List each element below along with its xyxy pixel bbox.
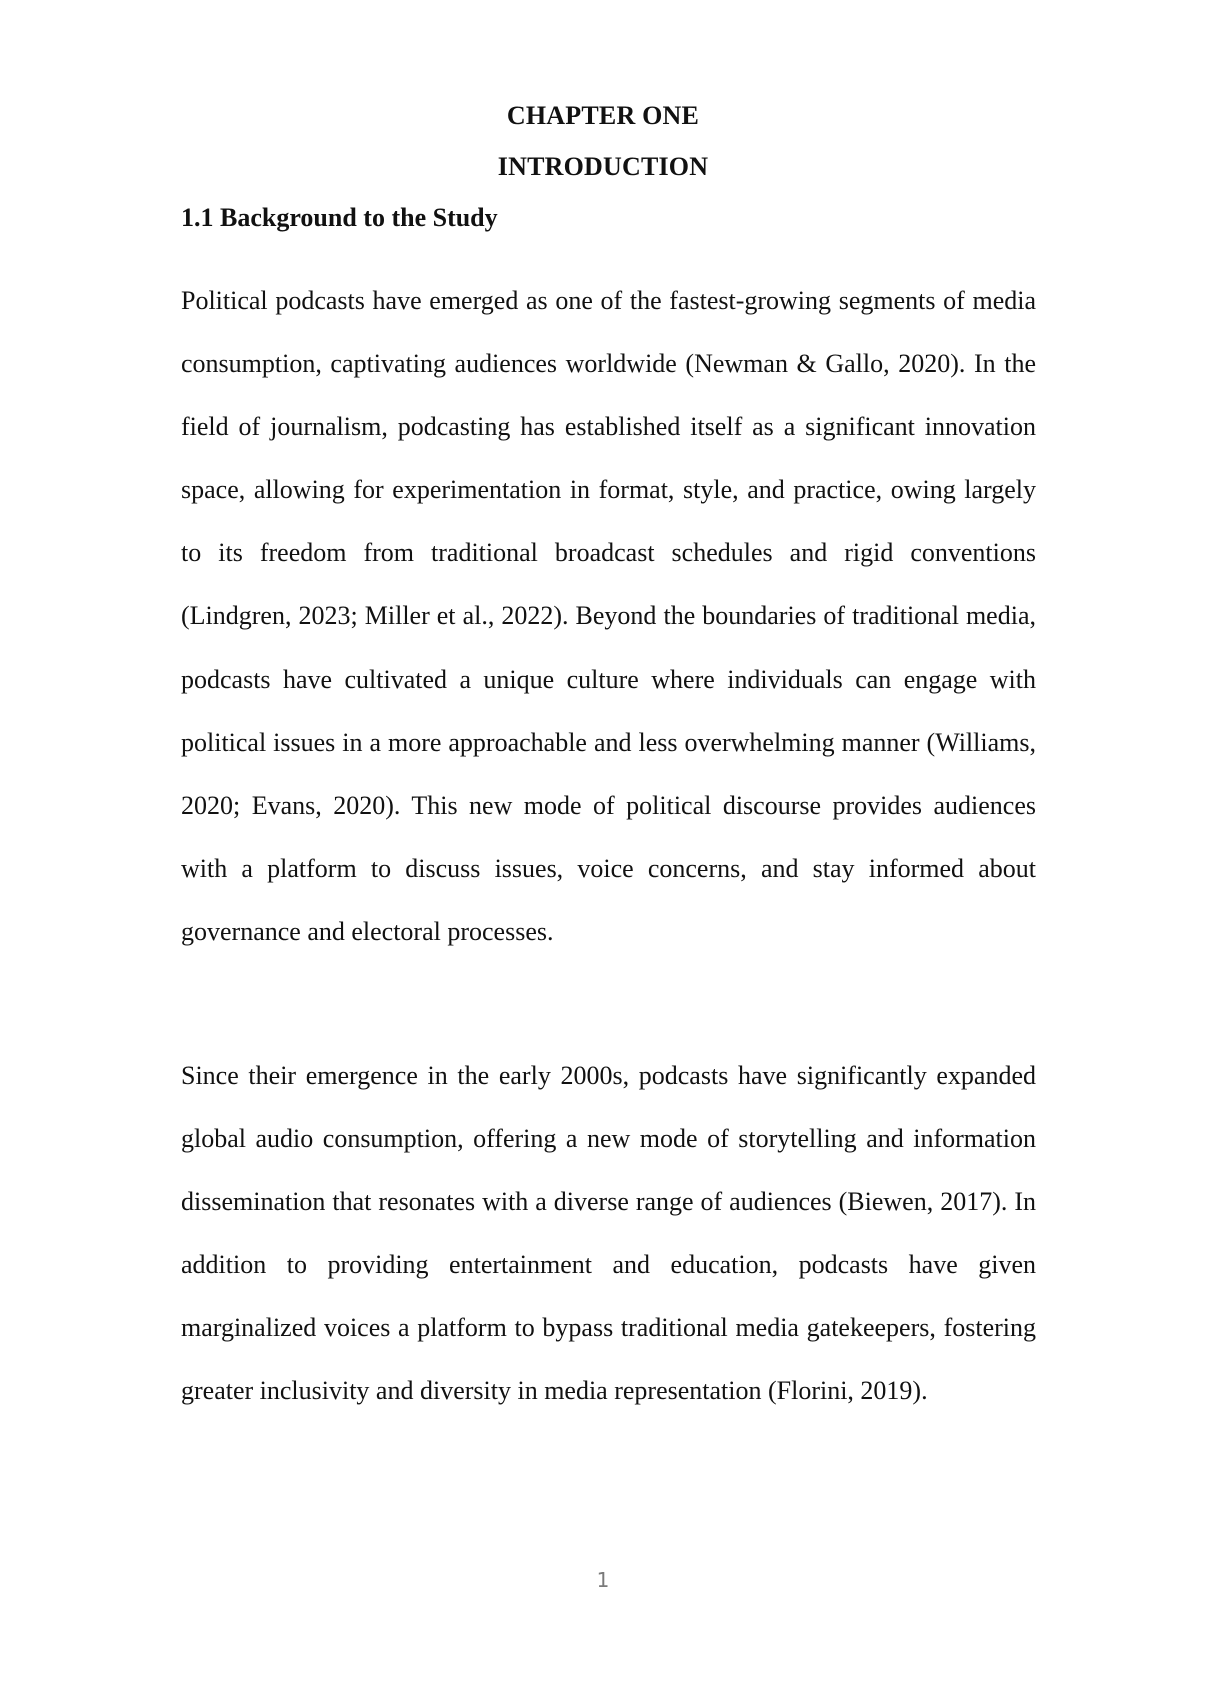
body-paragraph-2: Since their emergence in the early 2000s, podcasts have significantly expanded global audio consumption, offering a new mode of storytelling and information dissemination that resonates with a diverse range of audiences (Biewen, 2017). In addition to providing entertainment and education, podcasts have given marginalized voices a platform to bypass traditional media gatekeepers, fostering greater inclusivity and diversity in media representation (Florini, 2019). — [181, 1061, 1036, 1406]
chapter-title: CHAPTER ONE — [506, 101, 700, 130]
section-heading: 1.1 Background to the Study — [181, 203, 498, 232]
body-paragraph-1: Political podcasts have emerged as one of the fastest-growing segments of media consumption, captivating audiences worldwide (Newman & Gallo, 2020). In the field of journalism, podcasting has established itself as a significant innovation space, allowing for experimentation in format, style, and practice, owing largely to its freedom from traditional broadcast schedules and rigid conventions (Lindgren, 2023; Miller et al., 2022). Beyond the boundaries of traditional media, podcasts have cultivated a unique culture where individuals can engage with political issues in a more approachable and less overwhelming manner (Williams, 2020; Evans, 2020). This new mode of political discourse provides audiences with a platform to discuss issues, voice concerns, and stay informed about governance and electoral processes. — [181, 286, 1036, 946]
chapter-subtitle: INTRODUCTION — [497, 152, 709, 181]
page-number: 1 — [596, 1568, 610, 1592]
